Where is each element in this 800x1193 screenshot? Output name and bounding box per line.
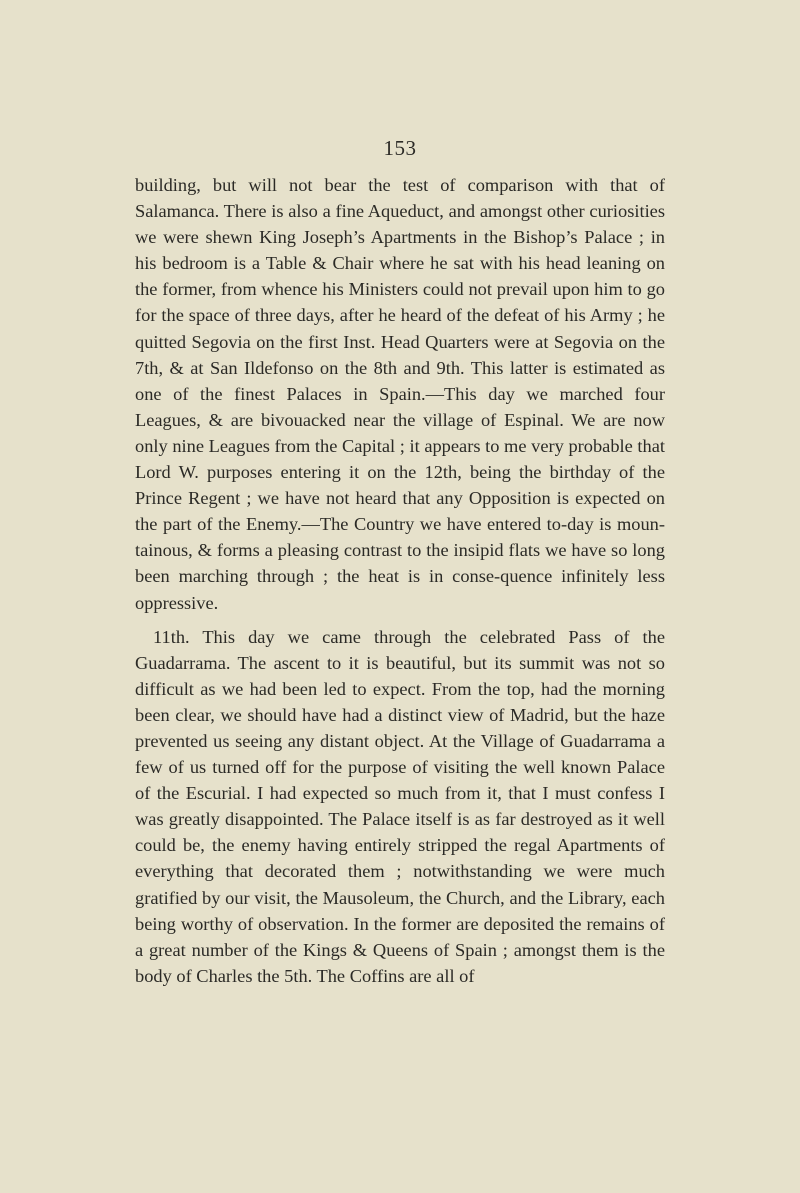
body-text	[135, 172, 665, 989]
paragraph-2: 11th. This day we came through the celebrated Pass of the Guadarrama. The ascent to it is beautiful, but its summit was not so difficult as we had been led to expect. From the top, had the morning been clear, we should have had a distinct view of Madrid, but the haze prevented us seeing any distant object. At the Village of Guadarrama a few of us turned off for the purpose of visiting the well known Palace of the Escurial. I had expected so much from it, that I must confess I was greatly disappointed. The Palace itself is as far destroyed as it well could be, the enemy having entirely stripped the regal Apartments of everything that decorated them ; notwithstanding we were much gratified by our visit, the Mausoleum, the Church, and the Library, each being worthy of observation. In the former are deposited the remains of a great number of the Kings & Queens of Spain ; amongst them is the body of Charles the 5th. The Coffins are all of	[135, 626, 665, 986]
page-number: 153	[383, 136, 417, 160]
paragraph-1: building, but will not bear the test of comparison with that of Salamanca. There is also a fine Aqueduct, and amongst other curiosities we were shewn King Joseph’s Apartments in the Bishop’s Palace ; in his bedroom is a Table & Chair where he sat with his head leaning on the former, from whence his Ministers could not prevail upon him to go for the space of three days, after he heard of the defeat of his Army ; he quitted Segovia on the first Inst. Head Quarters were at Segovia on the 7th, & at San Ildefonso on the 8th and 9th. This latter is estimated as one of the finest Palaces in Spain.—This day we marched four Leagues, & are bivouacked near the village of Espinal. We are now only nine Leagues from the Capital ; it appears to me very probable that Lord W. purposes entering it on the 12th, being the birthday of the Prince Regent ; we have not heard that any Opposition is expected on the part of the Enemy.—The Country we have entered to-day is moun-tainous, & forms a pleasing contrast to the insipid flats we have so long been marching through ; the heat is in conse-quence infinitely less oppressive.	[135, 175, 665, 613]
